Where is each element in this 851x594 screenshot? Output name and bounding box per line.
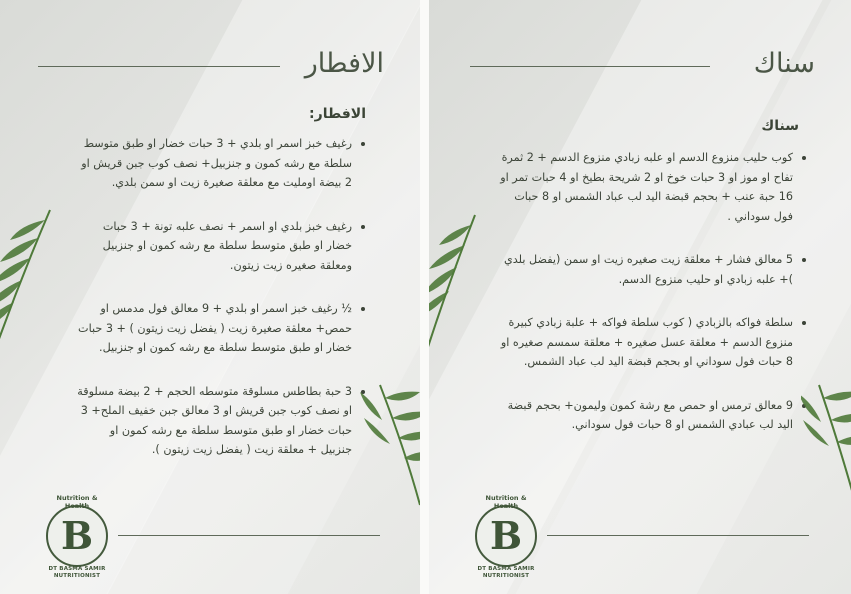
list-item: 5 معالق فشار + معلقة زيت صغيره زيت او سمن (يفضل بلدي )+ علبه زبادي او حليب منزوع الدسم. (493, 250, 793, 289)
footer-rule (118, 535, 380, 536)
title-rule (38, 66, 280, 67)
logo-role: NUTRITIONIST (53, 573, 101, 579)
meal-list (76, 134, 368, 484)
snack-list (493, 148, 809, 459)
palm-leaf-icon (801, 380, 851, 510)
logo-caption (459, 566, 553, 580)
list-item: ½ رغيف خبز اسمر او بلدي + 9 معالق فول مدمس او حمص+ معلقة صغيرة زيت ( يفضل زيت زيتون ) + 3 حبات خضار او طبق متوسط سلطة مع رشه كمون او جنزبيل. (76, 299, 352, 358)
title-rule (470, 66, 710, 67)
list-item: 9 معالق ترمس او حمص مع رشة كمون وليمون+ بحجم قبضة اليد لب عبادي الشمس او 8 حبات فول سوداني. (493, 396, 793, 435)
list-item: سلطة فواكه بالزبادي ( كوب سلطة فواكه + علبة زبادي كبيرة منزوع الدسم + معلقة عسل صغيره + معلقة سمسم صغيره او 8 حبات فول سوداني او بحجم قبضة اليد لب عباد الشمس. (493, 313, 793, 372)
list-item: 3 حبة بطاطس مسلوقة متوسطه الحجم + 2 بيضة مسلوقة او نصف كوب جبن قريش او 3 معالق جبن خفيف الملح+ 3 حبات خضار او طبق متوسط سلطة مع رشه كمون او جنزبيل + معلقة زيت ( يفضل زيت زيتون ). (76, 382, 352, 460)
palm-leaf-icon (429, 205, 483, 355)
list-item: رغيف خبز بلدي او اسمر + نصف علبه تونة + 3 حبات خضار او طبق متوسط سلطة مع رشه كمون او جنزبيل ومعلقة صغيره زيت زيتون. (76, 217, 352, 276)
list-item: رغيف خبز اسمر او بلدي + 3 حبات خضار او طبق متوسط سلطة مع رشه كمون و جنزبيل+ نصف كوب جبن قريش او 2 بيضة اومليت مع معلقة صغيرة زيت او سمن بلدي. (76, 134, 352, 193)
palm-leaf-icon (0, 200, 60, 360)
logo (475, 494, 537, 567)
logo-arc-text: Nutrition & Health (485, 494, 527, 510)
logo-b-icon: B (489, 513, 523, 558)
logo-b-icon: B (60, 513, 94, 558)
logo (46, 494, 108, 567)
footer-rule (547, 535, 809, 536)
logo-role: NUTRITIONIST (482, 573, 530, 579)
logo-name: DT BASMA SAMIR (477, 566, 535, 572)
snack-page (429, 0, 851, 594)
section-heading: سناك (761, 118, 799, 134)
breakfast-page (0, 0, 420, 594)
page-title: الافطار (304, 48, 384, 79)
page-gap (420, 0, 429, 594)
section-heading: الافطار: (309, 106, 366, 122)
palm-leaf-icon (360, 380, 420, 510)
list-item: كوب حليب منزوع الدسم او علبه زبادي منزوع الدسم + 2 ثمرة تفاح او موز او 3 حبات خوخ او 2 شريحة بطيخ او 4 حبات تمر او 16 حبة عنب + بحجم قبضة اليد لب عباد الشمس او 8 حبات فول سوداني . (493, 148, 793, 226)
logo-caption (30, 566, 124, 580)
page-title: سناك (753, 48, 815, 79)
logo-arc-text: Nutrition & Health (56, 494, 98, 510)
logo-name: DT BASMA SAMIR (48, 566, 106, 572)
